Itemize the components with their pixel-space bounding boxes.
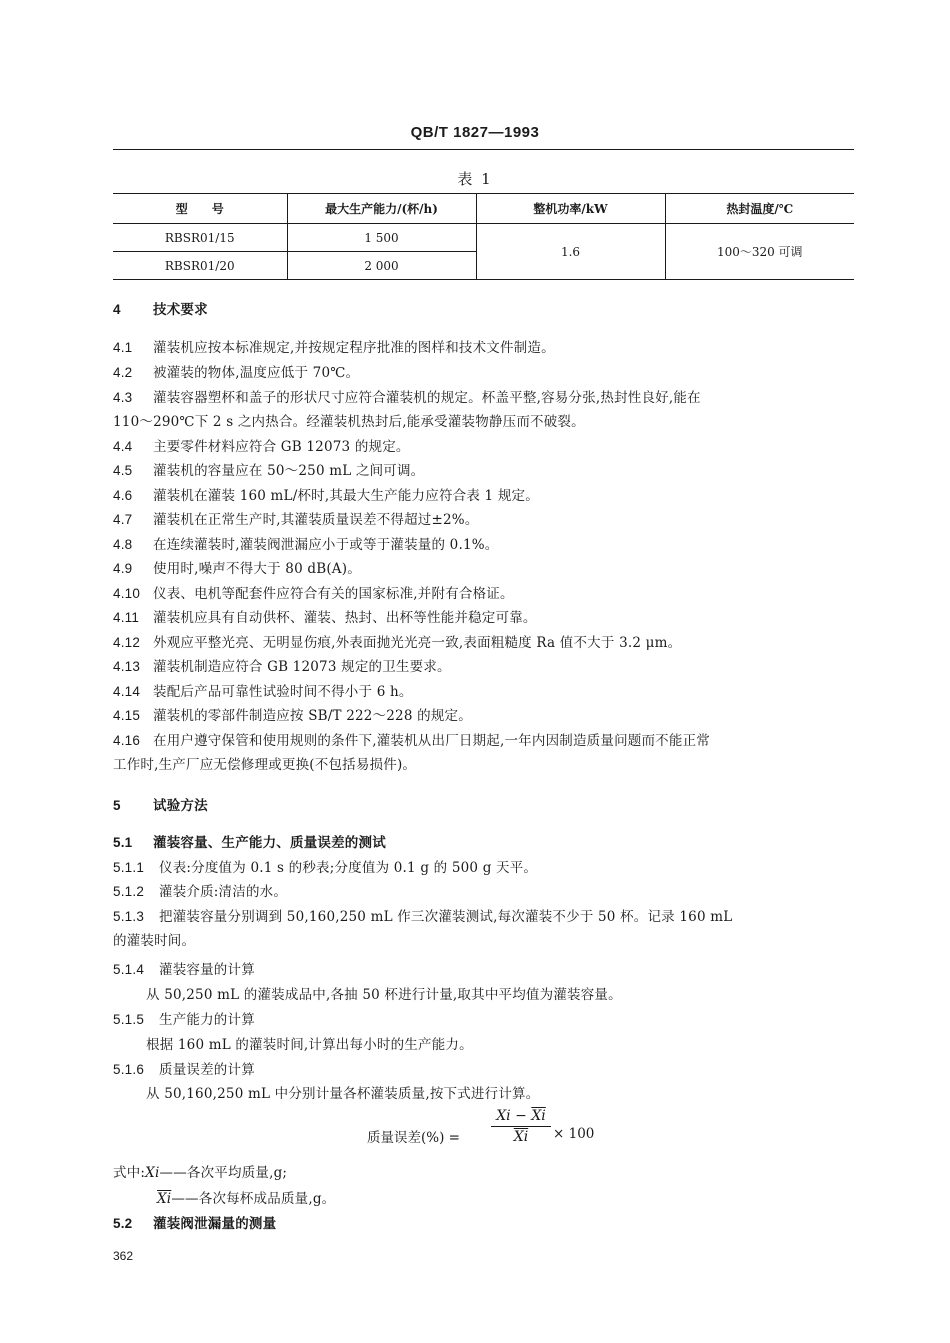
clause-5-2: 5.2 灌装阀泄漏量的测量 (113, 1216, 277, 1232)
clause-4-3: 4.3 灌装容器塑杯和盖子的形状尺寸应符合灌装机的规定。杯盖平整,容易分张,热封性良好,能在 (113, 390, 701, 406)
clause-4-14: 4.14 装配后产品可靠性试验时间不得小于 6 h。 (113, 684, 413, 700)
table-row (113, 224, 854, 252)
standard-code-header: QB/T 1827—1993 (410, 124, 540, 141)
clause-4-13: 4.13 灌装机制造应符合 GB 12073 规定的卫生要求。 (113, 659, 451, 675)
clause-5-1-1: 5.1.1 仪表:分度值为 0.1 s 的秒表;分度值为 0.1 g 的 500 g 天平。 (113, 860, 538, 876)
page-number: 362 (113, 1249, 134, 1263)
formula-multiplier: × 100 (553, 1126, 595, 1142)
clause-5-1-6-body: 从 50,160,250 mL 中分别计量各杯灌装质量,按下式进行计算。 (146, 1086, 540, 1102)
clause-5-1-3-cont: 的灌装时间。 (113, 933, 196, 949)
formula-where-line-2: $\overline{Xi}——$各次每杯成品质量,g。 (157, 1191, 336, 1207)
clause-5-1-3: 5.1.3 把灌装容量分别调到 50,160,250 mL 作三次灌装测试,每次灌装不少于 50 杯。记录 160 mL (113, 909, 733, 925)
clause-4-7: 4.7 灌装机在正常生产时,其灌装质量误差不得超过±2%。 (113, 512, 479, 528)
spec-table (113, 193, 854, 280)
quality-error-formula (0, 1108, 950, 1158)
table-caption: 表 1 (457, 170, 493, 188)
section-heading: 5 试验方法 (113, 798, 208, 814)
clause-4-16: 4.16 在用户遵守保管和使用规则的条件下,灌装机从出厂日期起,一年内因制造质量问题而不能正常 (113, 733, 710, 749)
clause-4-9: 4.9 使用时,噪声不得大于 80 dB(A)。 (113, 561, 361, 577)
cell-capacity: 2 000 (287, 252, 476, 280)
table-header-row (113, 194, 854, 224)
clause-4-3-cont: 110～290℃下 2 s 之内热合。经灌装机热封后,能承受灌装物静压而不破裂。 (113, 414, 585, 430)
clause-5-1: 5.1 灌装容量、生产能力、质量误差的测试 (113, 835, 386, 851)
formula-where-line-1: 式中:Xi——各次平均质量,g; (113, 1165, 288, 1181)
clause-4-12: 4.12 外观应平整光亮、无明显伤痕,外表面抛光光亮一致,表面粗糙度 Ra 值不大于 3.2 μm。 (113, 635, 682, 651)
cell-seal-temp: 100～320 可调 (665, 224, 854, 280)
header-power: 整机功率/kW (476, 194, 665, 224)
formula-denominator: Xi (513, 1129, 529, 1145)
header-seal-temp: 热封温度/℃ (665, 194, 854, 224)
header-model: 型 号 (113, 194, 287, 224)
clause-4-16-cont: 工作时,生产厂应无偿修理或更换(不包括易损件)。 (113, 757, 417, 773)
clause-4-10: 4.10 仪表、电机等配套件应符合有关的国家标准,并附有合格证。 (113, 586, 514, 602)
cell-capacity: 1 500 (287, 224, 476, 252)
header-rule (113, 149, 854, 150)
formula-fraction (491, 1108, 551, 1145)
clause-4-4: 4.4 主要零件材料应符合 GB 12073 的规定。 (113, 439, 410, 455)
clause-4-6: 4.6 灌装机在灌装 160 mL/杯时,其最大生产能力应符合表 1 规定。 (113, 488, 539, 504)
cell-power: 1.6 (476, 224, 665, 280)
clause-4-15: 4.15 灌装机的零部件制造应按 SB/T 222～228 的规定。 (113, 708, 472, 724)
section-heading: 4 技术要求 (113, 302, 208, 318)
header-capacity: 最大生产能力/(杯/h) (287, 194, 476, 224)
clause-4-8: 4.8 在连续灌装时,灌装阀泄漏应小于或等于灌装量的 0.1%。 (113, 537, 499, 553)
formula-numerator: $Xi - \overline{Xi}$ (496, 1108, 546, 1124)
fraction-bar (491, 1126, 551, 1127)
clause-5-1-5-body: 根据 160 mL 的灌装时间,计算出每小时的生产能力。 (146, 1037, 473, 1053)
formula-lhs: 质量误差(%) = (367, 1130, 460, 1146)
clause-5-1-6: 5.1.6 质量误差的计算 (113, 1062, 255, 1078)
clause-5-1-5: 5.1.5 生产能力的计算 (113, 1012, 255, 1028)
clause-4-2: 4.2 被灌装的物体,温度应低于 70℃。 (113, 365, 360, 381)
clause-5-1-4: 5.1.4 灌装容量的计算 (113, 962, 255, 978)
cell-model: RBSR01/15 (113, 224, 287, 252)
clause-5-1-4-body: 从 50,250 mL 的灌装成品中,各抽 50 杯进行计量,取其中平均值为灌装容量。 (146, 987, 622, 1003)
clause-4-5: 4.5 灌装机的容量应在 50～250 mL 之间可调。 (113, 463, 425, 479)
cell-model: RBSR01/20 (113, 252, 287, 280)
clause-4-11: 4.11 灌装机应具有自动供杯、灌装、热封、出杯等性能并稳定可靠。 (113, 610, 537, 626)
clause-5-1-2: 5.1.2 灌装介质:清洁的水。 (113, 884, 288, 900)
clause-4-1: 4.1 灌装机应按本标准规定,并按规定程序批准的图样和技术文件制造。 (113, 340, 555, 356)
